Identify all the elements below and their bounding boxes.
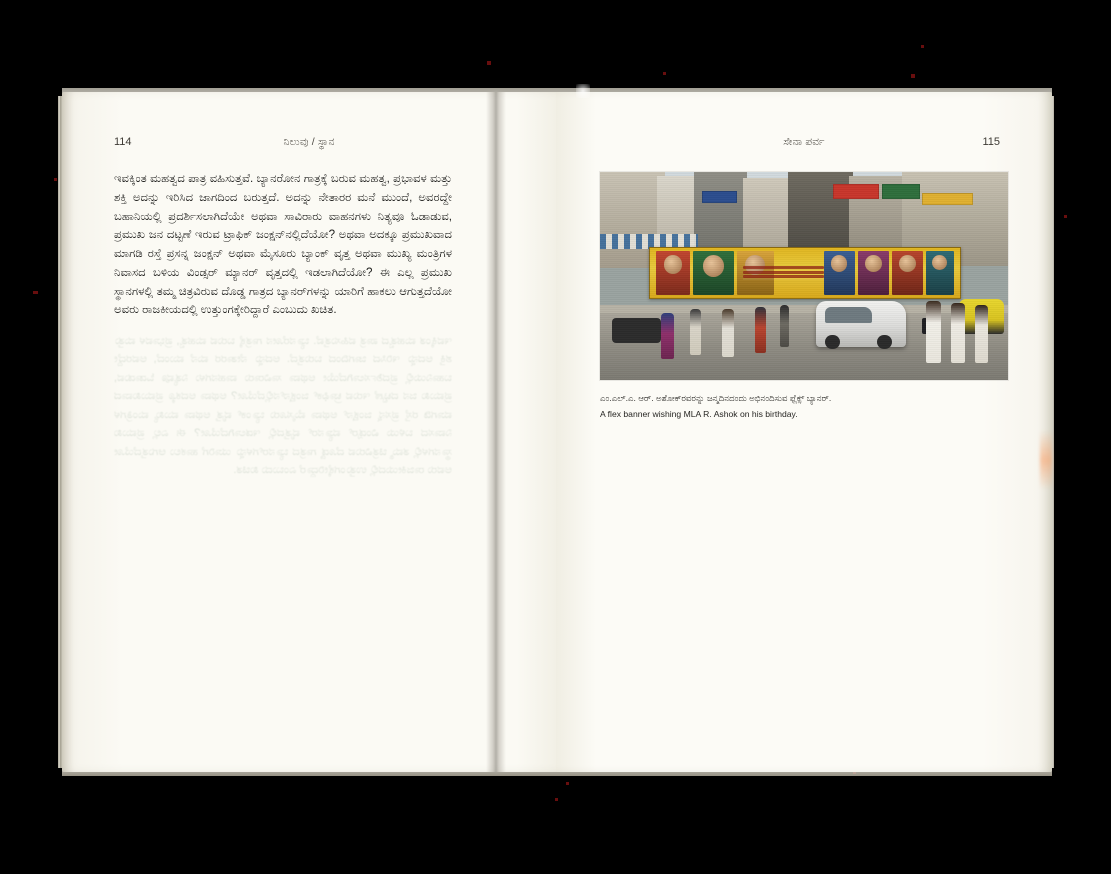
banner-portrait [926, 251, 954, 295]
portrait-face [865, 255, 882, 272]
portrait-face [932, 255, 947, 270]
speckle [1064, 215, 1067, 218]
pedestrian [690, 309, 701, 355]
pedestrian [755, 307, 766, 353]
right-page [556, 92, 1052, 772]
banner-text-block [743, 265, 824, 280]
portrait-face [703, 255, 725, 277]
pedestrian [661, 313, 674, 359]
banner-portrait [656, 251, 690, 295]
right-running-head: ಸೇನಾ ಪರ್ವ [783, 136, 825, 148]
figure-photograph [600, 172, 1008, 380]
curb [600, 305, 1008, 313]
shop-sign [702, 191, 737, 203]
light-leak [1040, 430, 1052, 490]
left-running-head: ನಿಲುವು / ಸ್ಥಾನ [283, 136, 335, 148]
portrait-face [899, 255, 916, 272]
shop-sign [833, 184, 880, 198]
car [816, 301, 906, 347]
motorcycle [612, 318, 661, 343]
car-window [825, 307, 872, 323]
portrait-face [664, 255, 682, 273]
spine-highlight [576, 84, 590, 98]
flex-banner [649, 247, 961, 299]
pedestrian [926, 301, 941, 363]
banner-portrait [892, 251, 923, 295]
open-book [62, 92, 1052, 772]
speckle [663, 72, 666, 75]
left-page [62, 92, 556, 772]
page-showthrough-text: ಇವಕ್ಕಿಂತ ಮಹತ್ವದ ಪಾತ್ರ ವಹಿಸುತ್ತವೆ. ಬ್ಯಾನರೋನ ಗಾತ್ರಕ್ಕೆ ಬರುವ ಮಹತ್ವ, ಪ್ರಭಾವಳ ಮತ್ತು ಶಕ್ತಿ ಅದನ್ನು ಇರಿಸಿದ ಜಾಗದಿಂದ ಬರುತ್ತದೆ. ಅದನ್ನು ನೇತಾರರ ಮನೆ ಮುಂದೆ, ಅವರದ್ದೇ ಬಹಾನಿಯಲ್ಲಿ ಪ್ರದರ್ಶಿಸಲಾಗಿದೆಯೇ ಅಥವಾ ಸಾವಿರಾರು ವಾಹನಗಳು ನಿತ್ಯವೂ ಓಡಾಡುವ, ಪ್ರಮುಖ ಜನ ದಟ್ಟಣೆ ಇರುವ ಟ್ರಾಫಿಕ್ ಜಂಕ್ಷನ್‌ನಲ್ಲಿದೆಯೋ? ಅಥವಾ ಅದಕ್ಕೂ ಪ್ರಮುಖವಾದ ಮಾಗಡಿ ರಸ್ತೆ ಪ್ರಸನ್ನ ಜಂಕ್ಷನ್ ಅಥವಾ ಮೈಸೂರು ಬ್ಯಾಂಕ್ ವೃತ್ತ ಅಥವಾ ಮುಖ್ಯ ಮಂತ್ರಿಗಳ ನಿವಾಸದ ಬಳಿಯ ವಿಂಡ್ಸರ್ ಮ್ಯಾನರ್ ವೃತ್ತದಲ್ಲಿ ಇಡಲಾಗಿದೆಯೋ? ಈ ಎಲ್ಲ ಪ್ರಮುಖ ಸ್ಥಾನಗಳಲ್ಲಿ ತಮ್ಮ ಚಿತ್ರವಿರುವ ದೊಡ್ಡ ಗಾತ್ರದ ಬ್ಯಾನರ್‌ಗಳನ್ನು ಯಾರಿಗೆ ಹಾಕಲು ಆಗುತ್ತದೆಯೋ ಅವರು ರಾಜಕೀಯದಲ್ಲಿ ಉತ್ತುಂಗಕ್ಕೇರಿದ್ದಾರೆ ಎಂಬುದು ಖಚಿತ. [114, 335, 452, 477]
right-page-folio: 115 [982, 136, 1000, 148]
left-page-body-text: ಇವಕ್ಕಿಂತ ಮಹತ್ವದ ಪಾತ್ರ ವಹಿಸುತ್ತವೆ. ಬ್ಯಾನರೋನ ಗಾತ್ರಕ್ಕೆ ಬರುವ ಮಹತ್ವ, ಪ್ರಭಾವಳ ಮತ್ತು ಶಕ್ತಿ ಅದನ್ನು ಇರಿಸಿದ ಜಾಗದಿಂದ ಬರುತ್ತದೆ. ಅದನ್ನು ನೇತಾರರ ಮನೆ ಮುಂದೆ, ಅವರದ್ದೇ ಬಹಾನಿಯಲ್ಲಿ ಪ್ರದರ್ಶಿಸಲಾಗಿದೆಯೇ ಅಥವಾ ಸಾವಿರಾರು ವಾಹನಗಳು ನಿತ್ಯವೂ ಓಡಾಡುವ, ಪ್ರಮುಖ ಜನ ದಟ್ಟಣೆ ಇರುವ ಟ್ರಾಫಿಕ್ ಜಂಕ್ಷನ್‌ನಲ್ಲಿದೆಯೋ? ಅಥವಾ ಅದಕ್ಕೂ ಪ್ರಮುಖವಾದ ಮಾಗಡಿ ರಸ್ತೆ ಪ್ರಸನ್ನ ಜಂಕ್ಷನ್ ಅಥವಾ ಮೈಸೂರು ಬ್ಯಾಂಕ್ ವೃತ್ತ ಅಥವಾ ಮುಖ್ಯ ಮಂತ್ರಿಗಳ ನಿವಾಸದ ಬಳಿಯ ವಿಂಡ್ಸರ್ ಮ್ಯಾನರ್ ವೃತ್ತದಲ್ಲಿ ಇಡಲಾಗಿದೆಯೋ? ಈ ಎಲ್ಲ ಪ್ರಮುಖ ಸ್ಥಾನಗಳಲ್ಲಿ ತಮ್ಮ ಚಿತ್ರವಿರುವ ದೊಡ್ಡ ಗಾತ್ರದ ಬ್ಯಾನರ್‌ಗಳನ್ನು ಯಾರಿಗೆ ಹಾಕಲು ಆಗುತ್ತದೆಯೋ ಅವರು ರಾಜಕೀಯದಲ್ಲಿ ಉತ್ತುಂಗಕ್ಕೇರಿದ್ದಾರೆ ಎಂಬುದು ಖಚಿತ. [114, 172, 452, 317]
pedestrian [975, 305, 988, 363]
left-page-folio: 114 [114, 136, 132, 148]
speckle [921, 45, 924, 48]
figure-caption-kannada: ಎಂ.ಎಲ್.ಎ. ಆರ್. ಅಶೋಕ್‌ರವರನ್ನು ಜನ್ಮದಿನದಂದು ಅಭಿನಂದಿಸುವ ಫ್ಲೆಕ್ಸ್ ಬ್ಯಾನರ್. [600, 393, 832, 403]
figure-caption-english: A flex banner wishing MLA R. Ashok on his birthday. [600, 409, 798, 419]
banner-portrait [824, 251, 855, 295]
shop-sign [882, 184, 921, 198]
car-wheel [877, 335, 891, 349]
pedestrian [951, 303, 965, 363]
pedestrian [722, 309, 733, 357]
speckle [555, 798, 558, 801]
portrait-face [831, 255, 848, 272]
speckle [33, 291, 38, 294]
speckle [54, 178, 57, 181]
banner-portrait [693, 251, 733, 295]
street-scene-illustration [600, 172, 1008, 380]
shop-sign [922, 193, 973, 205]
speckle [487, 61, 491, 65]
speckle [911, 74, 915, 78]
car-wheel [825, 335, 839, 349]
pedestrian [780, 305, 790, 347]
banner-portrait [858, 251, 889, 295]
speckle [566, 782, 569, 785]
